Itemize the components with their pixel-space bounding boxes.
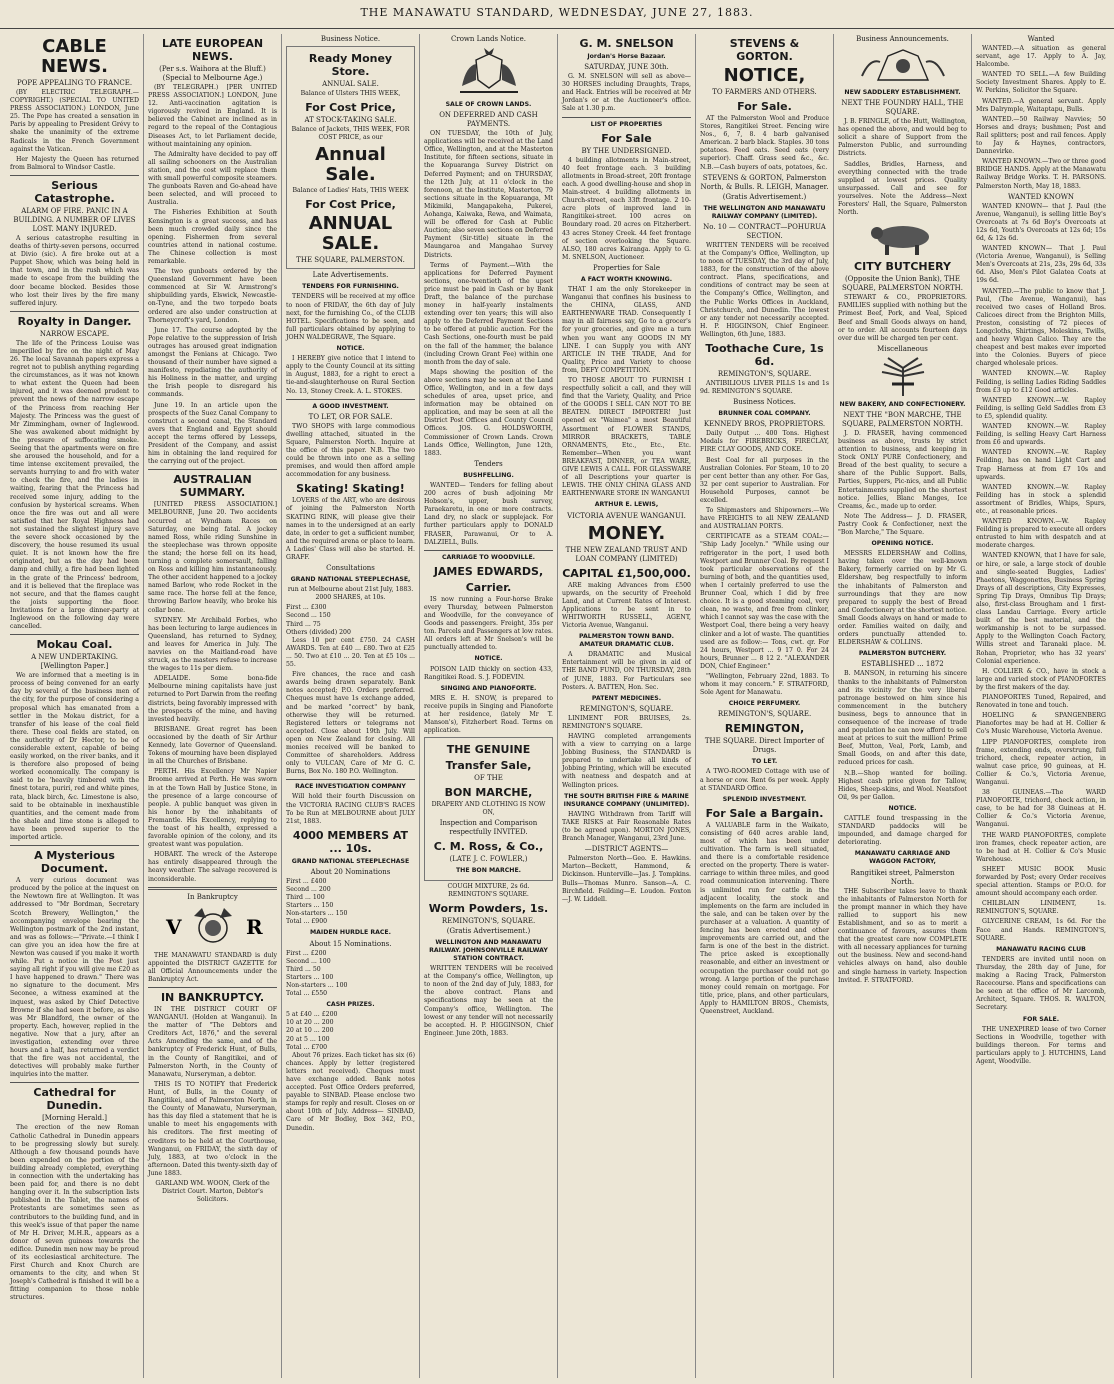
headline: A GOOD INVESTMENT. [312, 402, 389, 410]
column-1 [6, 34, 144, 1378]
paragraph: A serious catastrophe resulting in deaths of thirty-seven persons, occurred at Divio (sic). A fire broke out at a Puppet Show, which was being held in that town, and in the rush which was made to escape from the building the door became blocked. Besides those who lost their lives by the fire many suffered injury. [10, 234, 139, 307]
headline: Skating! Skating! [296, 482, 405, 496]
paragraph: run at Melbourne about 21st July, 1883. 2000 SHARES, at 10s. [287, 586, 414, 602]
ad-line: For Sale. [737, 100, 792, 113]
paragraph: DRAPERY AND CLOTHING IS NOW ON, [431, 801, 546, 817]
paragraph: LINIMENT FOR BRUISES, 2s. REMINGTON'S SQUARE. [562, 714, 691, 730]
divider [10, 845, 139, 846]
headline: Serious Catastrophe. [34, 178, 115, 205]
headline: PATENT MEDICINES. [591, 694, 662, 702]
divider [148, 887, 277, 890]
section-label: (Gratis Advertisement.) [722, 192, 807, 201]
paragraph: WANTED— Tenders for felling about 200 acres of bush adjoining Mr Hobson's, upper, bush survey, Paraekaretu, in one or more contracts. Land dry, no slack or supplejack. For further particulars apply to DONALD FRASER, Parawanui, Or to A. DALZIELL, Bulls. [424, 481, 553, 546]
paragraph: WRITTEN TENDERS will be received at the Company's office, Wellington, up to noon of the 2nd day of July, 1883, for the above contract. Plans and specifications may be seen at the Company's office, Wellington. The lowest or any tender will not necessarily be accepted. H. P. HIGGINSON, Chief Engineer. June 20th, 1883. [424, 965, 553, 1037]
section-label: Consultations [326, 564, 375, 573]
section-label: Late Advertisements. [312, 271, 389, 280]
headline: MAIDEN HURDLE RACE. [309, 929, 392, 937]
ad-line: AT STOCK-TAKING SALE. [304, 116, 397, 125]
headline: TO LET. [751, 758, 778, 766]
table-row: Starters ... 100 [286, 973, 334, 981]
subheading: ALARM OF FIRE. PANIC IN A BUILDING. A NUMBER OF LIVES LOST. MANY INJURED. [13, 206, 136, 233]
subheading: Rangitikei street, Palmerston North. [850, 868, 955, 886]
paragraph: PIANOFORTES Tuned, Repaired, and Renovated in tone and touch. [976, 694, 1106, 710]
ad-line: For Cost Price, [305, 198, 396, 212]
paragraph: J. D. FRASER, having commenced business as above, trusts by strict attention to business, and keeping in Stock ONLY PURE Confectionery, and Bread of the best quality, to secure a share of the Public Support. Balls, Parties, Suppers, Pic-nics, and all Public Entertainments supplied on the shortest notice. Jellies, Blanc Manges, Ice Creams, &c., made up to order. [838, 429, 967, 510]
subheading: A NEW UNDERTAKING. [Wellington Paper.] [31, 653, 118, 671]
paragraph: WANTED KNOWN.—W. Rapley Feilding has in stock a splendid assortment of Bridles, Whips, Spurs, etc., at reasonable prices. [976, 483, 1106, 515]
subheading: —DISTRICT AGENTS— [584, 845, 669, 854]
paragraph: (BY TELEGRAPH.) [PER UNITED PRESS ASSOCIATION.] LONDON, June 12. Anti-vaccination agitation is vigorously revived in England. It is believed the Cabinet are inclined as in regard to the repeal of the Contagious Diseases Act, to let Parliament decide, without maintaining any opinion. [148, 84, 277, 148]
section-label: Business Notices. [733, 398, 796, 407]
paragraph: BRISBANE. Great regret has been occasioned by the death of Sir Arthur Kennedy, late Governor of Queensland. Tokens of mourning have been displayed in all the Churches of Brisbane. [148, 725, 277, 766]
saddlery-crest-icon [858, 46, 948, 86]
paragraph: A very curious document was produced by the police at the inquest on the Newtown fire at Wellington. It was addressed to "Mr Bordman, Secretary Scotch Brewery, Wellington," the accompanying envelope bearing the Wellington postmark of the 2nd instant, and was as follows:—"Private.—I think I can give you an idea how the fire at Newton was caused if you make it worth while. Put a notice in the Post just saying all right if you will give me £20 as I have happened to drawn." There was no signature to the document. Mrs Seconee, a witness examined at the inquest, was asked by Chief Detective Browne if she had seen it before, as also was Mr Blandford, the owner of the property. Each, however, replied in the negative. Now that a jury, after an investigation, extending over three hours and a half, has returned a verdict that the fire was not accidental, the detectives will probably make further inquiries into the matter. [10, 877, 140, 1079]
table-row: Total ... £900 [286, 918, 328, 926]
headline: TENDERS FOR FURNISHING. [302, 283, 399, 291]
table-row: Starters ... 150 [286, 902, 334, 910]
paragraph: SYDNEY. Mr Archibald Forbes, who has been lecturing to large audiences in Queensland, has returned to Sydney, and leaves for America in July. The navvies on the Maitland-road have struck, as the masters refuse to increase the wages to 11s per diem. [148, 616, 277, 673]
headline: CASH PRIZES. [326, 1001, 375, 1009]
headline: THE SOUTH BRITISH FIRE & MARINE INSURANCE COMPANY (UNLIMITED). [563, 792, 690, 808]
divider [148, 987, 277, 988]
subheading: THE SQUARE. Direct Importer of Drugs. [704, 737, 825, 755]
headline: MANAWATU CARRIAGE AND WAGGON FACTORY, [854, 850, 951, 866]
paragraph: About 76 prizes. Each ticket has six (6) chances. Apply by letter (registered letters not received). Cheques must have exchange added. Bank notes accepted. Post Office Orders preferred, payable to SINBAD. Please enclose two stamps for reply and result. Closes on or about 10th of July. Address— SINBAD, Care of Mr Bodley, Box 342, P.O., Dunedin. [286, 1051, 415, 1132]
subheading: REMINGTON'S, SQUARE. [579, 704, 674, 713]
headline: LATE EUROPEAN NEWS. [161, 37, 264, 63]
section-label: Business Notice. [320, 35, 381, 43]
headline: AUSTRALIAN SUMMARY. [173, 473, 252, 500]
paragraph: J. B. FRINGLE, of the Hutt, Wellington, has opened the above, and would beg to solicit a share of Support from the Palmerston Public, and surrounding Districts. [838, 118, 967, 158]
table-row: Second ... 200 [286, 886, 331, 893]
subheading: No. 10 — CONTRACT—POHURUA SECTION. [703, 222, 826, 240]
headline: REMINGTON, [724, 722, 805, 736]
paragraph: 4 building allotments in Main-street, 40 feet frontage each. 3 building allotments in Broad-street, 20ft frontage each. A good dwelling-house and shop in Main-street. 4 building allotments in Church-street, each 33ft frontage. 2 10-acre plots of improved land in Rangitikei-street. 100 acres on Boundary road. 20 acres on Fitzherbert. 43 acres Stoney Creek. 44 feet frontage of section overlooking the Square. ALSO, 180 acres Kairanga. Apply to G. M. SNELSON, Auctioneer. [562, 156, 691, 261]
section-label: Miscellaneous [877, 344, 928, 353]
divider [424, 550, 553, 551]
divider [10, 175, 139, 176]
paragraph: To Shipmasters and Shipowners.—We have FREIGHTS to all NEW ZEALAND and AUSTRALIAN PORTS. [700, 507, 829, 531]
paragraph: WANTED KNOWN.—W. Rapley Feilding is prepared to execute all orders entrusted to him with despatch and at moderate charges. [976, 518, 1106, 550]
prize-table [286, 604, 415, 636]
headline: NOTICE. [888, 804, 917, 812]
headline: Ready Money Store. [308, 52, 393, 78]
paragraph: A TWO-ROOMED Cottage with use of a horse or cow. Rent 6s per week. Apply at STANDARD Office. [700, 768, 829, 792]
wheatsheaf-icon [868, 356, 938, 398]
paragraph: CATTLE found trespassing in the STANDARD paddocks will be impounded, and damage charged for deteriorating. [838, 815, 967, 847]
paragraph: June 17. The course adopted by the Pope relative to the suppression of Irish outrages has aroused great indignation amongst the Fenians at Chicago. Two thousand of their number have signed a manifesto, repudiating the authority of his Holiness in the matter, and urging the Irish people to disregard his commands. [148, 326, 277, 399]
headline: ARTHUR E. LEWIS, [594, 501, 659, 509]
headline: CABLE NEWS. [40, 36, 109, 77]
paragraph: THIS IS TO NOTIFY that Frederick Hunt, of Bulls, in the County of Rangitikei, and of Palmerston North, in the County of Manawatu, Nurseryman, has this day filed a statement that he is unable to meet his engagements with his creditors. The first meeting of creditors to be held at the Courthouse, Wanganui, on FRIDAY, the sixth day of July, 1883, at two o'clock in the afternoon. Dated this twenty-sixth day of June 1883. [148, 1080, 277, 1177]
paragraph: Best Coal for all purposes in the Australian Colonies. For Steam, 10 to 20 per cent better than any other. For Gas, 32 per cent superior to Australian. For Household Purposes, cannot be excelled. [700, 456, 829, 504]
headline: LIST OF PROPERTIES [590, 120, 663, 128]
ad-line: THE SQUARE, PALMERSTON. [296, 256, 405, 265]
paragraph: ON TUESDAY, the 10th of July, applications will be received at the Land Office, Wellington, and at the Masterton Institute, for fifteen sections, situate in the Kopuaranga Survey District on Deferred Payment; and on THURSDAY, the 12th July, at 11 o'clock in the forenoon, at the Institute, Masterton, 79 sections situate in the Kopuaranga, Mt Mikimiki, Mangapakeha, Pukerei, Aohanga, Kaiwaka, Rewa, and Waimata, will be offered for Cash at Public Auction; also seven sections on Deferred Payment (Sir-title) situate in the Maungaroa and Mangahao Survey Districts. [424, 130, 553, 259]
subheading: REMINGTON'S, SQUARE. [717, 710, 812, 719]
table-row: Third ... 100 [286, 894, 325, 902]
ad-line: BON MARCHE, [444, 786, 533, 800]
prize-table [286, 878, 415, 927]
table-row: 5 at £40 ... £200 [286, 1011, 338, 1019]
paragraph: We are informed that a meeting is in process of being convened for an early day by several of the business men of the city, for the purpose of considering a proposal which has emanated from a settler in the Mokau district, for a transfer of his lease of the coal field there. These coal fields are stated, on the authority of Dr Hector, to be of considerable extent, capable of being easily worked, on the river banks, and it is therefore also proposed of being worked economically. The company is said to be 'heavily timbered with the finest totara, puriri, red and white pines, rata, black birch, &c. Limestone is also, said to be obtainable in inexhaustible quantities, and the cement made from the shale and lime stone is alleged to have been proved superior to the imported article. [10, 672, 139, 842]
headline: OPENING NOTICE. [871, 540, 934, 548]
paragraph: (BY ELECTRIC TELEGRAPH.—COPYRIGHT.) (SPECIAL TO UNITED PRESS ASSOCIATION.) LONDON, June 25. The Pope has created a sensation in Paris by appealing to President Grévy to shake the unanimity of the extreme Radicals in the French Government against the Vatican. [10, 89, 139, 153]
column-3 [282, 34, 420, 1378]
headline: NOTICE. [336, 345, 365, 353]
paragraph: WANTED KNOWN, that I have for sale, or hire, or sale, a large stock of double and single-seated Buggies, Ladies' Phaetons, Waggonettes, Business Spring Drays of all descriptions, City Expresses, Spring Tip Drays, Omnibus Tip Drays; also, first-class Brougham and 1 first-class Landau Carriage. Every article built of the best material, and the workmanship is not to be surpassed. Apply to the Wellington Coach Factory, Willis street and Taranaki place. M. Rohan, Proprietor, who has 32 years' Colonial experience. [976, 552, 1106, 665]
headline: CARRIAGE TO WOODVILLE. [441, 553, 536, 561]
headline: NOTICE. [474, 655, 503, 663]
headline: GRAND NATIONAL STEEPLECHASE, [290, 576, 411, 584]
paragraph: LIPP PIANOFORTES, complete iron frame, extending ends, overstrung, full trichord, check, repeater action, in walnut case price, 90 guineas, at H. Collier & Co.'s, Victoria Avenue, Wanganui. [976, 738, 1106, 786]
paragraph: WANTED TO SELL.—A few Building Society Investment Shares. Apply to E. W. Perkins, Solicitor the Square. [976, 71, 1106, 95]
svg-text:R: R [245, 914, 263, 939]
subheading: THE NEW ZEALAND TRUST AND LOAN COMPANY (LIMITED) [565, 545, 688, 563]
headline: WELLINGTON AND MANAWATU RAILWAY. JOHNSONVILLE RAILWAY STATION CONTRACT. [429, 938, 548, 962]
table-row: Non-starters ... 100 [286, 981, 348, 989]
paragraph: WANTED KNOWN.—W. Rapley Feilding, has on hand Light Cart and Trap Harness at from £7 10s and upwards. [976, 449, 1106, 481]
masthead: THE MANAWATU STANDARD, WEDNESDAY, JUNE 27, 1883. [0, 6, 1114, 29]
table-row: Others (divided) 200 [286, 628, 351, 636]
column-8 [972, 34, 1110, 1378]
section-label: Tenders [474, 459, 503, 468]
headline: SINGING AND PIANOFORTE. [440, 684, 537, 692]
section-label: Wanted [1027, 35, 1055, 43]
columns [6, 34, 1110, 1378]
paragraph: A VALUABLE farm in the Waikato, consisting of 640 acres arable land, most of which has been under cultivation. The farm is well situated, and there is a comfortable residence erected on the property. There is water-carriage to within three miles, and good road communication intervening. There is unlimited run for cattle in the adjacent locality, the stock and implements on the farm are included in the sale, and can be taken over by the purchaser at a valuation. A quantity of fencing has been erected and other improvements are carried out, and the farm is one of the best in the district. The price asked is exceptionally reasonable, and either an investment or occupation the purchaser could not go wrong. A large portion of the purchase money could remain on mortgage. For title, price, plans, and other particulars, Apply to HAMILTON BROS., Chemists, Queenstreet, Auckland. [700, 821, 829, 1015]
svg-text:V: V [165, 914, 182, 939]
paragraph: THE Subscriber takes leave to thank the inhabitants of Palmerston North for the prompt manner in which they have rallied to support his new Establishment, and so as to merit a continuance of favours, assures them that the greatest care now COMPLETE with all necessary appliances for turning out the business. New and second-hand vehicles always on hand, also double and single harness in variety. Inspection Invited. F. STRATFORD. [838, 887, 967, 984]
paragraph: The life of the Princess Louise was imperilled by fire on the night of May 26. The local Savannah papers express a regret not to publish anything regarding the circumstances, as it was not known to what extent the Queen had been injured, and it was deemed prudent to prevent the news of the narrow escape of the Princess from reaching Her Majesty. The Princess was the guest of Mr Zimmingham, owner of Inglewood. She was awakened about midnight by the pressure of suffocating smoke. Seeing that the apartments were on fire she aroused the household, and for a time intense excitement prevailed, the servants hurrying to and fro with water to check the fire, and the ladies in waiting, fearing that the Princess had received some injury, adding to the confusion by hysterical screams. When once the fire was out and all were satisfied that her Royal Highness had not sustained the slightest injury save the severe shock occasioned by the discovery, the house resumed its usual quiet. It is not known how the fire originated, but as the day had been damp and chilly, a fire had been lighted in the grate of the Princess' bedroom, and it is believed that the fireplace was not secure, and that the flames caught the joists supporting the floor. Invitations for a large dinner-party at Inglewood on the following day were cancelled. [10, 339, 139, 631]
table-row: Non-starters ... 150 [286, 910, 348, 918]
headline: JAMES EDWARDS, [433, 564, 544, 578]
paragraph: G. M. SNELSON will sell as above— 30 HORSES including Draughts, Traps, and Hack. Entries will be received at Mr Jordan's or at the Auctioneer's office. Sale at 1.30 p.m. [562, 73, 691, 113]
paragraph: June 19. In an article upon the prospects of the Suez Canal Company to construct a second canal, the Standard avers that England and Egypt should accept the terms offered by Lesseps, President of the Company, and assist him in obtaining the land required for the carrying out of the project. [148, 401, 277, 466]
section-label: Properties for Sale [593, 263, 660, 272]
paragraph: B. MANSON, in returning his sincere thanks to the inhabitants of Palmerston and its vicinity for the very liberal patronage bestowed on him since his commencement in the butchery business, begs to announce that in consequence of the increase of trade and population he can now afford to sell meat at prices to suit the million! Prime Beef, Mutton, Veal, Pork, Lamb, and Small Goods, on and after this date, reduced prices for cash. [838, 670, 967, 767]
subheading: [Morning Herald.] [42, 1114, 107, 1123]
headline: NEW BAKERY, AND CONFECTIONERY. [839, 400, 966, 408]
ad-line: CAPITAL £1,500,000. [562, 566, 691, 580]
ad-line: For Sale a Bargain. [705, 806, 824, 820]
divider [10, 1082, 139, 1083]
paragraph: ANTIBILIOUS LIVER PILLS 1s and 1s 9d. REMINGTON'S SQUARE. [700, 379, 829, 396]
advertisement-ready-money-store [286, 46, 415, 269]
paragraph: WANTED.—The public to know that J. Paul, (The Avenue, Wanganui), has received two cases of Holland Bros. Calicoes direct from the Brighton Mills, Preston, consisting of 72 pieces of Longcloths, Shirtings, Moleskins, Twills, and heavy Wigan Calico. They are the cheapest and best makes ever imported into the Colonies. Buyers of piece charged wholesale prices. [976, 287, 1106, 368]
table-row: 20 at 10 ... 200 [286, 1027, 334, 1035]
paragraph: "Wellington, February 22nd, 1883. To whom it may concern." F. STRATFORD, Sole Agent for Manawatu. [700, 672, 829, 697]
ad-line: (LATE J. C. FOWLER,) [449, 855, 528, 864]
paragraph: WANTED.—A situation as general servant, age 17. Apply to A. Jay, Halcombe. [976, 45, 1106, 69]
paragraph: HOBART. The wreck of the Asterope has entirely disappeared through the heavy weather. The salvage recovered is inconsiderable. [148, 851, 277, 883]
paragraph: LOVERS of the ART, who are desirous of joining the Palmerston North SKATING RINK, will please give their names in to the undersigned at an early date, in order to get a sufficient number, and the required arena or place to learn. A Ladies' Class will also be started. H. GRAFF. [286, 497, 415, 561]
paragraph: THE UNEXPIRED lease of two Corner Sections in Woodville, together with buildings thereon. For terms and particulars apply to J. HUTCHINS, Land Agent, Woodville. [976, 1025, 1106, 1065]
ad-line: ANNUAL SALE. [308, 213, 393, 255]
headline: PALMERSTON BUTCHERY. [858, 650, 947, 658]
paragraph: COUGH MIXTURE, 2s 6d. REMINGTON'S SQUARE. [447, 882, 530, 898]
paragraph: A DRAMATIC and Musical Entertainment will be given in aid of THE BAND FUND, ON THURSDAY, 28th of JUNE, 1883. For Particulars see Posters. A. BATTEN, Hon. Sec. [562, 651, 691, 691]
headline: Mokau Coal. [36, 638, 113, 652]
paragraph: Note The Address— J. D. FRASER, Pastry Cook & Confectioner, next the "Bon Marche," The Square. [838, 512, 967, 536]
section-label: Crown Lands Notice. [451, 35, 526, 43]
headline: Royalty in Danger. [17, 314, 132, 328]
ad-line: REMINGTON'S, SQUARE. [441, 916, 536, 925]
paragraph: Balance of Ladies' Hats, THIS WEEK [292, 187, 409, 195]
table-row: First ... £400 [286, 877, 327, 885]
paragraph: TO THOSE ABOUT TO FURNISH I respectfully solicit a call, and they will find that the Variety, Quality, and Price of the GOODS I SELL CAN NOT TO BE BEATEN. DIRECT IMPORTER! Just opened ex "Waimea" a most Beautiful Assortment of FLOWER STANDS, MIRROR BRACKETS, TABLE ORNAMENTS, Etc., Etc., Etc. Remember—When you want BREAKFAST, DINNER, or TEA WARE, GIVE LEWIS A CALL. FOR GLASSWARE of all Descriptions your quarter is LEWIS. THE ONLY CHINA GLASS AND EARTHENWARE STORE IN WANGANUI [562, 377, 691, 498]
divider [286, 399, 415, 400]
ad-line: Transfer Sale, [445, 759, 532, 773]
paragraph: POISON LAID thickly on section 433, Rangitikei Road. S. J. FODEVIN. [424, 665, 553, 681]
headline: IN BANKRUPTCY. [160, 991, 265, 1004]
paragraph: The two gunboats ordered by the Queensland Government have been commenced at Sir W. Armstrong's shipbuilding yards, Elswick, Newcastle-on-Tyne, and the two torpedo boats ordered are also under construction at Thorneycroft's yard, London. [148, 268, 277, 324]
paragraph: ARE making Advances from £500 upwards, on the security of Freehold Land, and at Current Rates of Interest. Applications to be sent in to WHITWORTH RUSSELL, AGENT, Victoria Avenue, Wanganui. [562, 581, 691, 629]
paragraph: Will hold their fourth Discussion on the VICTORIA RACING CLUB'S RACES To be Run at MELBOURNE about JULY 21st, 1883. [286, 793, 415, 825]
headline: PALMERSTON TOWN BAND. AMATEUR DRAMATIC CLUB. [579, 633, 674, 649]
ad-line: For Cost Price, [305, 101, 396, 115]
paragraph: Palmerston North—Geo. E. Hawkins. Marton—Beckett, Hammond, & Dickinson. Hunterville—Jas. J. Tompkins. Bulls—Thomas Munro. Sanson—A. C. Birchfield. Feilding—E. Loudon. Foxton—J. W. Liddell. [562, 855, 691, 903]
subheading: ESTABLISHED ... 1872 [861, 660, 944, 669]
ad-line: C. M. Ross, & Co., [433, 840, 544, 854]
paragraph: 38 GUINEAS.—The WARD PIANOFORTE, trichord, check action, in case, to be had for 38 Guineas at H. Collier & Co.'s Victoria Avenue, Wanganui. [976, 789, 1106, 829]
paragraph: WANTED KNOWN.—Two or three good BRIDGE HANDS. Apply at the Manawatu Railway Bridge Works. T. H. PARSONS. Palmerston North, May 18, 1883. [976, 158, 1106, 190]
paragraph: I HEREBY give notice that I intend to apply to the County Council at its sitting in August, 1883, for a right to erect a tie-and-slaughterhouse on Rural Section No. 13, Stoney Creek. A. L. STOKES. [286, 355, 415, 395]
subheading: KENNEDY BROS, PROPRIETORS. [703, 420, 826, 429]
column-2 [144, 34, 282, 1378]
headline: MANAWATU RACING CLUB [996, 945, 1086, 953]
coat-of-arms-icon [454, 46, 524, 98]
paragraph: MRS E. H. SNOW, is prepared to receive pupils in Singing and Pianoforte at her residence, (lately Mr T. Manson's), Fitzherbert Road. Terms on application. [424, 694, 553, 735]
subheading: VICTORIA AVENUE WANGANUI. [567, 511, 686, 520]
paragraph: GLYCERINE CREAM, 1s 6d. For the Face and Hands. REMINGTON'S, SQUARE. [976, 918, 1106, 942]
royal-crest-icon [158, 904, 268, 950]
paragraph: [UNITED PRESS ASSOCIATION.] MELBOURNE, June 20. Two accidents occurred at Wyndham Races on Saturday, one being fatal. A jockey named Ross, while riding Sunshine in the steeplechase was thrown opposite the stand; the horse fell on its head, turning a complete somersault, falling on Ross and killing him instantaneously. The other accident happened to a jockey named Barlow, who rode Rocket in the same race. The horse fell at the fence, throwing Barlow heavily, who broke his collar bone. [148, 501, 277, 614]
subheading: BY THE UNDERSIGNED. [581, 146, 672, 155]
section-label: Business Announcements. [856, 35, 949, 43]
paragraph: AT the Palmerston Wool and Produce Stores, Rangitikei Street. Fencing wire Nos., 6, 7, 8. 4 barb galvanised American. 2 barb black. Staples. 30 tons potatoes. Feed oats. Seed oats (very superior). Chaff. Grass seed &c., &c. N.B.—Cash buyers of oats, potatoes, &c. [700, 115, 829, 171]
paragraph: Her Majesty the Queen has returned from Balmoral to Windsor Castle. [10, 155, 139, 171]
paragraph: WANTED KNOWN— that J. Paul (the Avenue, Wanganui), is selling little Boy's Overcoats at 7s 6d Boy's Overcoats at 12s 6d, Youth's Overcoats at 12s 6d; 15s 6d, & 12s 6d. [976, 202, 1106, 242]
section-label: WANTED KNOWN [1007, 192, 1075, 201]
subheading: NARROW ESCAPE. [39, 329, 110, 338]
paragraph: HAVING completed arrangements with a view to carrying on a large Jobbing Business, the STANDARD is prepared to undertake all kinds of Jobbing Printing, which will be executed with neatness and despatch and at Wellington prices. [562, 733, 691, 789]
subheading: ON DEFERRED AND CASH PAYMENTS. [439, 111, 538, 129]
column-6 [696, 34, 834, 1378]
paragraph: N.B.—Shop wanted for boiling. Highest cash price given for Tallow, Hides, Sheep-skins, and Wool. Neatsfoot Oil, 9s per Gallon. [838, 769, 967, 801]
paragraph: TWO SHOPS with large commodious dwelling attached, situated in the Square, Palmerston North. Inquire at the office of this paper. N.B. The two could be thrown into one as a selling premises, and would then afford ample accommodation for any business. [286, 422, 415, 479]
paragraph: Maps showing the position of the above sections may be seen at the Land Office, Wellington, and in a few days schedules of area, upset price, and information may be obtained on application, and may be seen at all the District Post Offices and County Council Offices. JOS. G. HOLDSWORTH, Commissioner of Crown Lands. Crown Lands Office, Wellington, June 12th, 1883. [424, 368, 553, 457]
paragraph: The Admiralty have decided to pay off all sailing schooners on the Australian station, and the cost will replace them with small powerful composite steamers. The gunboats Raven and Go-ahead have been selected, and will proceed to Australia. [148, 150, 277, 207]
headline: STEVENS & GORTON. [729, 37, 800, 63]
subheading: NEXT THE FOUNDRY HALL, THE SQUARE. [841, 99, 964, 117]
ad-line: NOTICE, [723, 65, 806, 86]
paragraph: WANTED.—A general servant. Apply Mrs Dalrymple, Waitaptapu, Bulls. [976, 97, 1106, 113]
subheading: TO LET, OR FOR SALE. [308, 412, 393, 421]
paragraph: The erection of the new Roman Catholic Cathedral in Dunedin appears to be progressing slowly but surely. Although a few thousand pounds have been expended on the portion of the building already completed, everything in connection with the undertaking has been paid for, and there is no debt hanging over it. In the subscription lists published in the Tablet, the names of Protestants are sometimes seen as contributors to the building fund, and in this week's issue of that paper the name of Mr H. Driver, M.H.R., appears as a donor of seven guineas towards the edifice. Dunedin men now may be proud of its ecclesiastical architecture. The First Church and Knox Church are ornaments to the city, and when St Joseph's Cathedral is finished it will be a fitting companion to those noble structures. [10, 1124, 139, 1302]
paragraph: TENDERS are invited until noon on Thursday, the 28th day of June, for making a Racing Track, Palmerston Racecourse. Plans and specifications can be seen at the office of Mr Larcomb, Architect, Square. THOS. R. WALTON, Secretary. [976, 955, 1106, 1012]
paragraph: MESSRS ELDERSHAW and Collins, having taken over the well-known Bakery, formerly carried on by Mr G. Eldershaw, beg respectfully to inform the inhabitants of Palmerston and surroundings that they are now prepared to supply the best of Bread and Confectionery at the shortest notice. Small Goods always on hand or made to order. Families waited on daily, and orders punctually attended to. ELDERSHAW & COLLINS. [838, 550, 967, 647]
headline: NEW SADDLERY ESTABLISHMENT. [844, 89, 961, 96]
paragraph: PERTH. His Excellency Mr Napier Broome arrived at Perth. He was sworn in at the Town Hall by Justice Stone, in the presence of a large concourse of people. A public banquet was given in his honor by the inhabitants of Fremantle. His Excellency, replying to the toast of his health, expressed a favorable opinion of the colony, and its greatest want was population. [148, 768, 277, 849]
paragraph: WANTED KNOWN.—W. Rapley Feilding, is selling Heavy Cart Harness from £6 and upwards. [976, 423, 1106, 447]
ad-line: For Sale [601, 131, 652, 145]
ad-line: Inspection and Comparison respectfully INVITED. [439, 819, 538, 837]
paragraph: STEWART & CO., PROPRIETORS. FAMILIES supplied with nothing but the Primest Beef, Pork, and Veal, Spiced Beef and Small Goods always on hand, or to order. All accounts fourteen days over due will be charged ten per cent. [838, 294, 967, 342]
ad-line: MONEY. [587, 522, 666, 544]
prize-table [286, 950, 415, 999]
column-7 [834, 34, 972, 1378]
table-row: Second ... 100 [286, 957, 331, 965]
paragraph: Balance of Ulsters THIS WEEK, [300, 90, 401, 97]
subheading: TO FARMERS AND OTHERS. [712, 88, 817, 96]
ad-line: THE BON MARCHE. [455, 867, 522, 875]
subheading: (Per s.s. Waihora at the Bluff.) (Special to Melbourne Age.) [159, 65, 266, 82]
prize-table [286, 1011, 415, 1051]
ad-line: Worm Powders, 1s. [428, 901, 549, 915]
table-row: First ... £200 [286, 949, 327, 957]
paragraph: THE WARD PIANOFORTES, complete iron frames, check repeater action, are to be had at H. Collier & Co's Music Warehouse. [976, 831, 1106, 863]
advertisement-bon-marche [424, 737, 553, 880]
headline: A Mysterious Document. [34, 849, 115, 876]
table-row: Total ... £550 [286, 990, 328, 998]
divider [562, 117, 691, 118]
headline: BRUNNER COAL COMPANY. [718, 410, 811, 418]
table-row: 20 at 5 ... 100 [286, 1035, 330, 1043]
headline: THE GENUINE [446, 743, 531, 757]
subheading: POPE APPEALING TO FRANCE. [16, 79, 133, 87]
paragraph: The Fisheries Exhibition at South Kensington is a great success, and has been much crowded daily since the opening. Fishermen from several countries attend in national costume. The Chinese collection is most remarkable. [148, 209, 277, 265]
column-5 [558, 34, 696, 1378]
paragraph: IN THE DISTRICT COURT OF WANGANUI. (Holden at Wanganui). In the matter of "The Debtors and Creditors Act, 1876," and the several Acts Amending the same, and of the bankruptcy of Frederick Hunt, of Bulls, in the County of Rangitikei, and of Palmerston North, in the County of Manawatu, Nurseryman, a debtor. [148, 1006, 277, 1078]
paragraph: ADELAIDE. Some bona-fide Melbourne mining capitalists have just returned to Port Darwin from the reefing districts, being favorably impressed with the prospects of the mine, and having invested heavily. [148, 675, 277, 723]
headline: Cathedral for Dunedin. [33, 1086, 116, 1113]
paragraph: WANTED.—50 Railway Navvies; 50 Horses and drays; bushmen; Post and Rail splitters; post and rail fences. Apply to Jay & Haynes, contractors, Dannevirke. [976, 115, 1106, 156]
divider [286, 779, 415, 780]
bull-icon [863, 219, 943, 257]
headline: GRAND NATIONAL STEEPLECHASE [291, 857, 410, 865]
paragraph: WANTED KNOWN— That J. Paul (Victoria Avenue, Wanganui), is Selling Men's Overcoats at 21s, 23s, 29s 6d, 33s 6d. Also, Men's Pilot Galatea Coats at 19s 6d. [976, 245, 1106, 285]
paragraph: WRITTEN TENDERS will be received at the Company's Office, Wellington, up to noon of TUESDAY, the 3rd day of July, 1883, for the construction of the above contract. Plans, specifications, and conditions of contract may be seen at the Company's Office, Wellington, and the Public Works Offices in Auckland, Christchurch, and Dunedin. The lowest or any tender not necessarily accepted. H. P. HIGGINSON, Chief Engineer. Wellington, 6th June, 1883. [700, 241, 829, 338]
section-label: (Gratis Advertisement.) [446, 926, 531, 935]
paragraph: Less 10 per cent £750. 24 CASH AWARDS. Ten at £40 ... £80. Two at £25 ... 50. Two at £10 ... 20. Ten at £5 10s ... 55. [286, 636, 415, 669]
subheading: SATURDAY, JUNE 30th. [584, 63, 669, 72]
paragraph: WANTED KNOWN.—W. Rapley Feilding, is selling Ladies Riding Saddles from £3 up to £12 Good articles. [976, 370, 1106, 394]
headline: BUSHFELLING. [463, 471, 514, 479]
paragraph: IS now running a Four-horse Brake every Thursday, between Palmerston and Woodville, for the conveyance of Goods and passengers. Freight, 35s per ton. Parcels and Passengers at low rates. All orders left at Mr Snelson's will be punctually attended to. [424, 595, 553, 652]
divider [10, 311, 139, 312]
table-row: Second ... 150 [286, 612, 331, 620]
paragraph: SHEET MUSIC BOOK Music forwarded by Post; every Order receives special attention. Stamps or P.O.O. for amount should accompany each order. [976, 865, 1106, 898]
paragraph: H. COLLIER & CO., have in stock a large and varied stock of PIANOFORTES by the first makers of the day. [976, 667, 1106, 691]
ad-line: Carrier. [465, 580, 512, 594]
headline: SPLENDID INVESTMENT. [722, 795, 807, 803]
table-row: Third ... 75 [286, 620, 321, 628]
paragraph: WANTED KNOWN.—W. Rapley Feilding, is selling Geld Saddles from £3 to £5, splendid quality. [976, 396, 1106, 420]
paragraph: Five chances, the race and cash awards being drawn separately. Bank notes accepted; P.O. Orders preferred. Cheques must have 1s exchange added, and be marked "correct" by bank, otherwise they will be returned. Registered letters or telegrams not accepted. Close about 19th July. Will open on New Zealand for closing. All monies received will be banked to Committee of shareholders. Address only to VULCAN, Care of Mr G. C. Burns, Box No. 180 P.O. Wellington. [286, 671, 415, 776]
headline: G. M. SNELSON [579, 37, 674, 50]
paragraph: Balance of Jackets, THIS WEEK, FOR COST PRICE, as our [291, 126, 410, 142]
divider [10, 634, 139, 635]
subheading: STEVENS & GORTON, Palmerston North, & Bulls. R. LEIGH, Manager. [700, 173, 829, 191]
paragraph: Daily Output ... 400 Tons. Highest Medals for FIREBRICKS, FIRECLAY, FIRE CLAY GOODS, AND COKE. [700, 430, 829, 454]
subheading: About 15 Nominations. [309, 939, 392, 948]
table-row: Total ... £700 [286, 1043, 328, 1051]
ad-line: Annual Sale. [315, 144, 386, 186]
table-row: First ... £300 [286, 604, 327, 612]
headline: THE WELLINGTON AND MANAWATU RAILWAY COMPANY (LIMITED). [703, 204, 826, 220]
subheading: REMINGTON'S, SQUARE. [717, 369, 812, 378]
headline: CITY BUTCHERY [854, 260, 951, 274]
subheading: (Opposite the Union Bank), THE SQUARE, PALMERSTON NORTH. [842, 275, 963, 293]
ad-line: Toothache Cure, 1s 6d. [705, 341, 824, 368]
paragraph: Terms of Payment.—With the applications for Deferred Payment sections, one-twentieth of the upset price must be paid in Cash or by Bank Draft, the balance of the purchase money in half-yearly instalments extending over ten years; this will also apply to the Deferred Payment Sections to be offered at public auction. For the Cash Sections, one-fourth must be paid on the fall of the hammer, the balance (including Crown Grant Fee) within one month from the day of sale. [424, 261, 553, 366]
paragraph: THAT I am the only Storekeeper in Wanganui that confines his business to the CHINA, GLASS, AND EARTHENWARE TRAD. Consequently I may in all fairness say, Go to a grocer's for your groceries, and give me a turn when you want any GOODS IN MY LINE. I can Supply you with ANY ARTICLE IN THE TRADE, And for Quality, Price and Variety to choose from, DEFY COMPETITION. [562, 285, 691, 374]
paragraph: CHILBLAIN LINIMENT, 1s. REMINGTON'S, SQUARE. [976, 900, 1106, 916]
ad-line: OF THE [474, 774, 503, 783]
table-row: 10 at 20 ... 200 [286, 1019, 334, 1027]
ad-line: 4000 MEMBERS AT ... 10s. [292, 828, 409, 855]
divider [148, 469, 277, 470]
headline: RACE INVESTIGATION COMPANY [295, 783, 406, 791]
paragraph: TENDERS will be received at my office to noon of FRIDAY, the 6th day of July next, for the furnishing Co., of the CLUB HOTEL. Specifications to be seen, and full particulars obtained by applying to JOHN WALDEGRAVE, The Square. [286, 293, 415, 341]
headline: Jordan's Horse Bazaar. [587, 53, 666, 60]
paragraph: HAVING Withdrawn from Tariff will TAKE RISKS at Fair Reasonable Rates (to be agreed upon). MORTON JONES, Branch Manager, Wanganui, 23rd June. [562, 810, 691, 843]
subheading: ANNUAL SALE. [322, 80, 379, 88]
column-4 [420, 34, 558, 1378]
paragraph: CERTIFICATE as a STEAM COAL:— "Ship Lady Jocelyn." "While using our refrigerator in the port, I used both Westport and Brunner Coal. By request I took particular observations of the burning of both, and the quantities used, when I certainly preferred to use the Brunner Coal, which I did by free choice. It is a good steaming coal, very clean, no waste, and free from clinker, which I cannot say was the case with the Westport Coal, there being a very heavy clinker and a lot of waste. The quantities used are as follow:— Tons, cwt. qr. For 24 hours, Westport ... 9 17 0. For 24 hours, Brunner ... 8 12 2. "ALEXANDER DON, Chief Engineer." [700, 533, 829, 670]
signature: GARLAND WM. WOON, Clerk of the District Court. Marton, Debtor's Solicitors. [155, 1179, 270, 1204]
headline: CHOICE PERFUMERY. [728, 700, 801, 708]
headline: A FACT WORTH KNOWING. [580, 275, 673, 283]
paragraph: Saddles, Bridles, Harness, and everything connected with the trade supplied at lowest prices. Quality unsurpassed. Call and see for yourselves. Note the Address—Next Foresters' Hall, the Square, Palmerston North. [838, 160, 967, 217]
paragraph: HOELING & SPANGENBERG Pianofortes may be had at H. Collier & Co's Music Warehouse, Victoria Avenue. [976, 712, 1106, 736]
headline: SALE OF CROWN LANDS. [445, 101, 532, 108]
table-row: Third ... 50 [286, 965, 321, 973]
subheading: About 20 Nominations [310, 867, 391, 876]
subheading: NEXT THE "BON MARCHE, THE SQUARE, PALMERSTON NORTH. [842, 410, 963, 428]
headline: FOR SALE. [1022, 1015, 1060, 1023]
paragraph: THE MANAWATU STANDARD is duly appointed the DISTRICT GAZETTE for all Official Announcements under the Bankruptcy Act. [148, 951, 277, 983]
section-label: In Bankruptcy [187, 892, 238, 901]
